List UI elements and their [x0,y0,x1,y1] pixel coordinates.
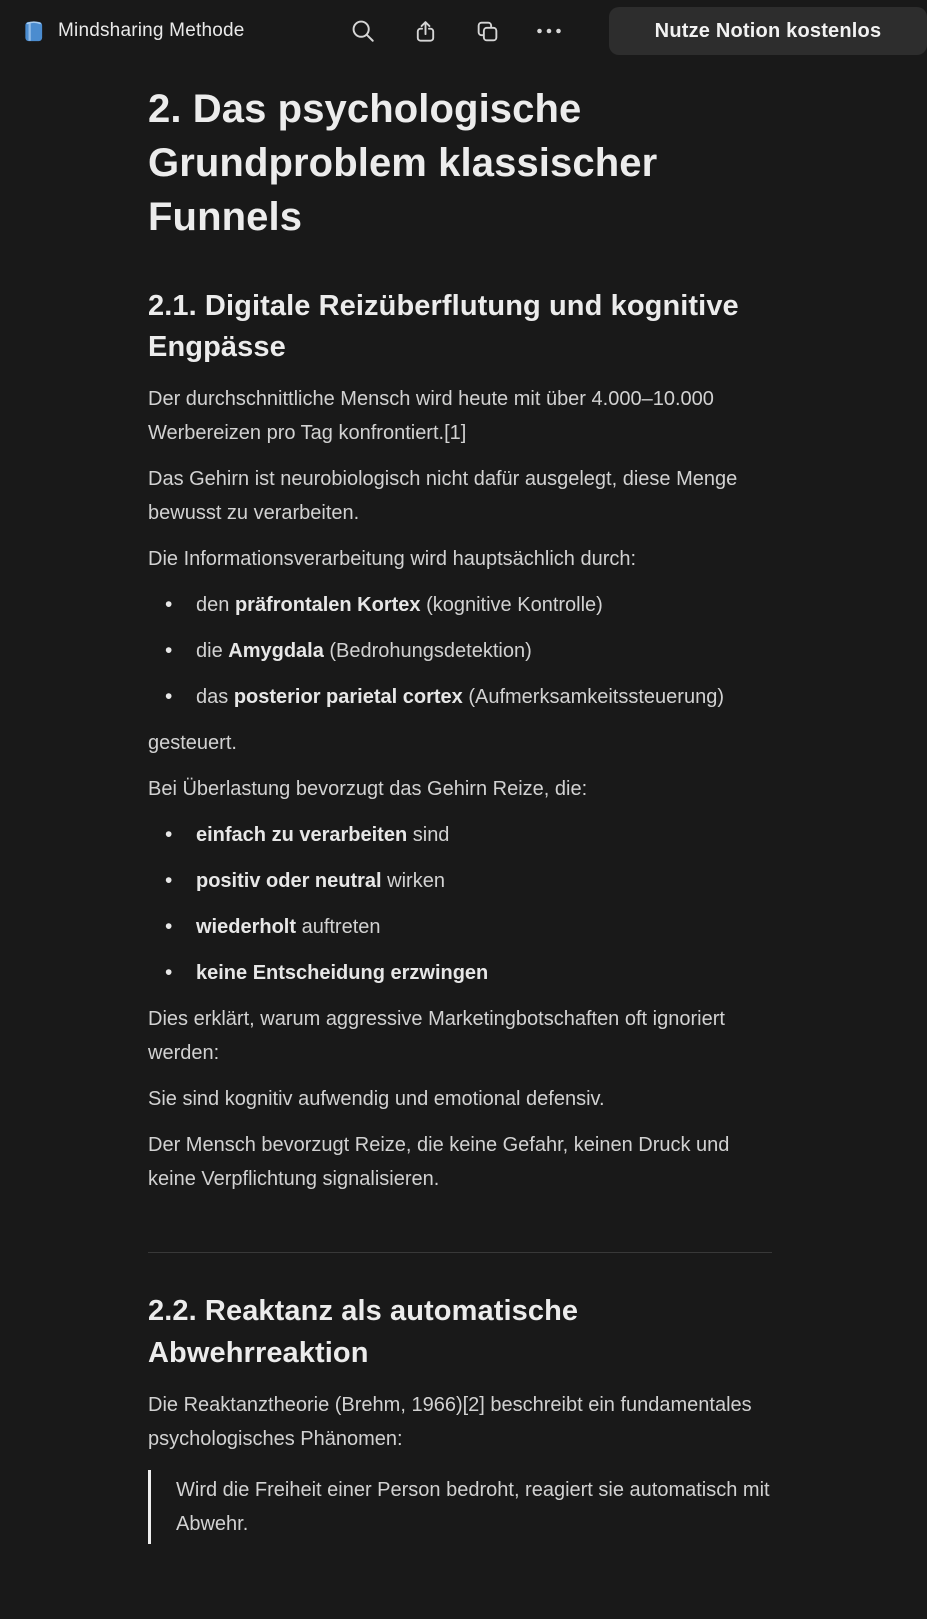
bullet-list-preferred-stimuli [148,818,772,990]
more-options-button[interactable] [535,17,563,45]
list-item [148,588,772,622]
list-item-bold: keine Entscheidung erzwingen [196,962,489,985]
share-icon [413,19,438,44]
bullet-icon: • [165,685,173,709]
list-item [148,910,772,944]
list-item [148,680,772,714]
page-title: Mindsharing Methode [58,20,245,41]
list-item-bold: wiederholt [196,916,297,939]
list-item-bold: präfrontalen Kortex [234,594,421,617]
list-item-bold: posterior parietal cortex [233,686,463,709]
paragraph: gesteuert. [148,732,237,755]
paragraph: Das Gehirn ist neurobiologisch nicht dafür ausgelegt, diese Menge bewusst zu verarbeiten. [148,468,738,525]
bullet-icon: • [165,823,173,847]
bullet-icon: • [165,869,173,893]
blockquote-reactance: Wird die Freiheit einer Person bedroht, reagiert sie automatisch mit Abwehr. [148,1470,772,1544]
bullet-icon: • [165,593,173,617]
heading-chapter-2: 2. Das psychologische Grundproblem klassischer Funnels [148,87,658,239]
search-button[interactable] [349,17,377,45]
heading-section-2-1: 2.1. Digitale Reizüberflutung und kognitive Engpässe [148,290,739,364]
paragraph: Der durchschnittliche Mensch wird heute mit über 4.000–10.000 Werbereizen pro Tag konfrontiert.[1] [148,388,714,445]
blue-book-icon [22,20,45,43]
topbar [0,0,927,62]
page-identity [22,20,245,43]
list-item-text: (Bedrohungsdetektion) [323,640,532,663]
search-icon [350,18,376,44]
list-item-bold: positiv oder neutral [196,870,382,893]
topbar-actions [349,7,927,55]
bullet-icon: • [165,961,173,985]
heading-section-2-2: 2.2. Reaktanz als automatische Abwehrreaktion [148,1295,579,1369]
list-item-text: auftreten [296,916,381,939]
list-item [148,818,772,852]
list-item [148,634,772,668]
list-item-text: (Aufmerksamkeitssteuerung) [462,686,724,709]
list-item [148,864,772,898]
paragraph: Bei Überlastung bevorzugt das Gehirn Reize, die: [148,778,588,801]
share-button[interactable] [411,17,439,45]
list-item-text: die [196,640,229,663]
paragraph: Dies erklärt, warum aggressive Marketingbotschaften oft ignoriert werden: [148,1008,725,1065]
bullet-list-brain-regions [148,588,772,714]
list-item-text: den [196,594,235,617]
section-divider [148,1252,772,1253]
list-item-bold: Amygdala [228,640,324,663]
list-item-text: das [196,686,234,709]
list-item-text: wirken [381,870,445,893]
list-item-text: (kognitive Kontrolle) [420,594,603,617]
bullet-icon: • [165,915,173,939]
paragraph: Sie sind kognitiv aufwendig und emotional defensiv. [148,1088,605,1111]
list-item [148,956,772,990]
duplicate-icon [475,19,500,44]
paragraph: Die Reaktanztheorie (Brehm, 1966)[2] beschreibt ein fundamentales psychologisches Phänomen: [148,1393,752,1450]
ellipsis-icon [535,19,563,43]
bullet-icon: • [165,639,173,663]
paragraph: Der Mensch bevorzugt Reize, die keine Gefahr, keinen Druck und keine Verpflichtung signalisieren. [148,1134,730,1191]
paragraph: Die Informationsverarbeitung wird hauptsächlich durch: [148,548,637,571]
list-item-text: sind [407,824,450,847]
duplicate-button[interactable] [473,17,501,45]
document-body [148,62,772,1544]
list-item-bold: einfach zu verarbeiten [196,824,408,847]
use-notion-free-button[interactable]: Nutze Notion kostenlos [609,7,927,55]
